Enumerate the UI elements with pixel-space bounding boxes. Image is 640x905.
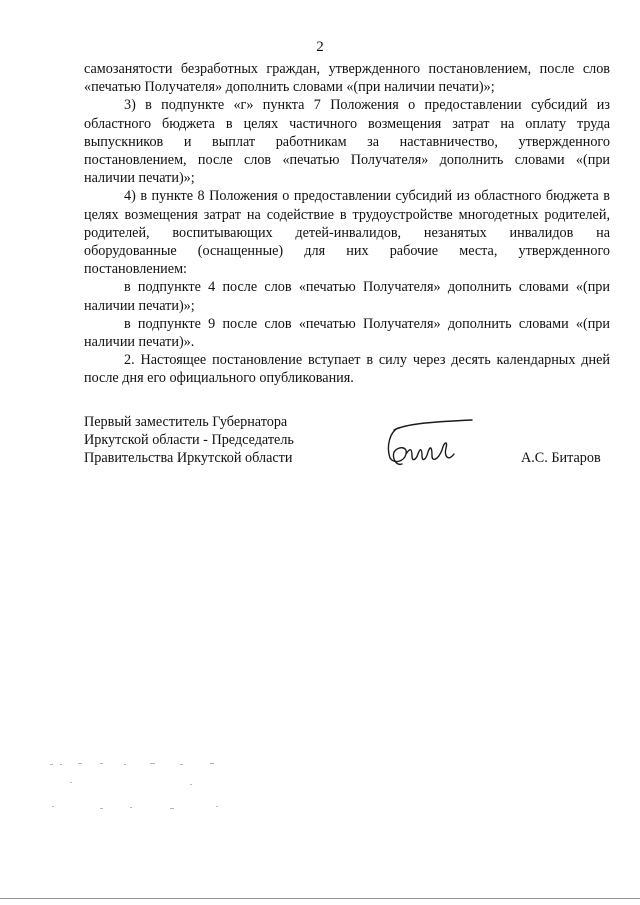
paragraph-subitem-9: в подпункте 9 после слов «печатью Получателя» дополнить словами «(при наличии печати)». [84, 315, 610, 351]
signer-name: А.С. Битаров [521, 450, 601, 466]
paragraph-effective-date: 2. Настоящее постановление вступает в силу через десять календарных дней после дня его официального опубликования. [84, 352, 610, 387]
paragraph-item-4: 4) в пункте 8 Положения о предоставлении субсидий из областного бюджета в целях возмещения затрат на содействие в трудоустройстве многодетных родителей, родителей, воспитывающих детей-инвалидов, незанятых инвалидов на оборудованные (оснащенные) для них рабочие места, утвержденного постановлением: [84, 188, 610, 278]
paragraph-continuation: самозанятости безработных граждан, утвержденного постановлением, после слов «печатью Получателя» дополнить словами «(при наличии печати)»; [84, 61, 610, 96]
handwritten-signature [376, 418, 476, 474]
signatory-title-line: Иркутской области - Председатель [84, 432, 294, 449]
signatory-title-line: Первый заместитель Губернатора [84, 414, 288, 430]
scan-artifact [40, 750, 240, 830]
page-number: 2 [316, 39, 324, 55]
page-bottom-edge [0, 898, 640, 899]
document-body [84, 60, 610, 388]
paragraph-item-3: 3) в подпункте «г» пункта 7 Положения о предоставлении субсидий из областного бюджета в целях частичного возмещения затрат на оплату труда выпускников и выплат работникам за наставничество, утвержденного постановлением, после слов «печатью Получателя» дополнить словами «(при наличии печати)»; [84, 97, 610, 187]
paragraph-subitem-4: в подпункте 4 после слов «печатью Получателя» дополнить словами «(при наличии печати)»; [84, 279, 610, 314]
signatory-title-line: Правительства Иркутской области [84, 450, 293, 467]
signatory-title [84, 413, 344, 468]
